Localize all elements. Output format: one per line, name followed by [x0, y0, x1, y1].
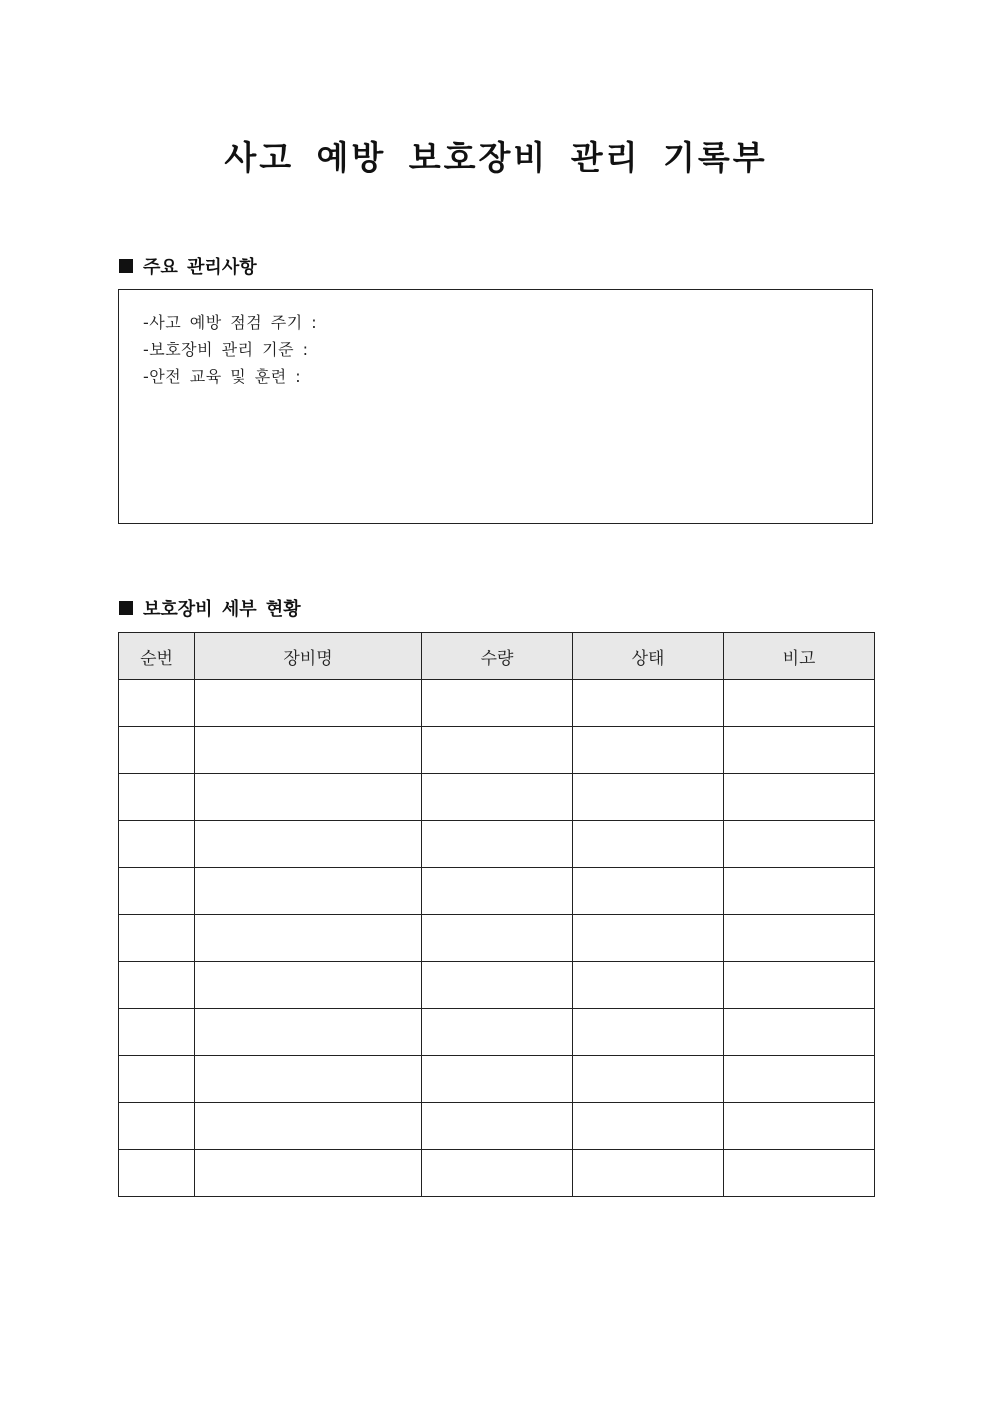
- table-cell[interactable]: [195, 727, 422, 774]
- table-cell[interactable]: [724, 774, 875, 821]
- table-cell[interactable]: [573, 1150, 724, 1197]
- table-cell[interactable]: [195, 1103, 422, 1150]
- table-cell[interactable]: [724, 821, 875, 868]
- table-cell[interactable]: [195, 1056, 422, 1103]
- table-cell[interactable]: [573, 1009, 724, 1056]
- table-row: [119, 868, 875, 915]
- table-cell[interactable]: [573, 727, 724, 774]
- table-cell[interactable]: [724, 915, 875, 962]
- section-heading-label: 보호장비 세부 현황: [143, 599, 301, 620]
- table-cell[interactable]: [422, 680, 573, 727]
- table-cell[interactable]: [724, 1056, 875, 1103]
- table-cell[interactable]: [724, 1103, 875, 1150]
- table-cell[interactable]: [195, 1009, 422, 1056]
- table-cell[interactable]: [573, 868, 724, 915]
- table-cell[interactable]: [573, 1103, 724, 1150]
- table-cell[interactable]: [422, 1103, 573, 1150]
- table-cell[interactable]: [724, 1150, 875, 1197]
- column-header-quantity: 수량: [422, 633, 573, 680]
- table-cell[interactable]: [195, 1150, 422, 1197]
- table-cell[interactable]: [573, 821, 724, 868]
- table-cell[interactable]: [724, 727, 875, 774]
- table-row: [119, 915, 875, 962]
- table-cell[interactable]: [119, 1150, 195, 1197]
- table-cell[interactable]: [195, 962, 422, 1009]
- table-cell[interactable]: [573, 962, 724, 1009]
- table-cell[interactable]: [724, 868, 875, 915]
- note-equipment-standard: -보호장비 관리 기준 :: [143, 340, 309, 359]
- equipment-table-body: [119, 680, 875, 1197]
- table-cell[interactable]: [422, 1056, 573, 1103]
- management-notes-box: [118, 289, 873, 524]
- table-cell[interactable]: [573, 774, 724, 821]
- table-row: [119, 1056, 875, 1103]
- equipment-table: [118, 632, 875, 1197]
- document-title: 사고 예방 보호장비 관리 기록부: [224, 138, 768, 177]
- table-cell[interactable]: [724, 1009, 875, 1056]
- section-heading-management: [119, 253, 257, 279]
- table-cell[interactable]: [119, 1103, 195, 1150]
- table-cell[interactable]: [119, 727, 195, 774]
- table-cell[interactable]: [195, 915, 422, 962]
- table-cell[interactable]: [422, 962, 573, 1009]
- section-heading-equipment: [119, 595, 301, 621]
- table-cell[interactable]: [573, 1056, 724, 1103]
- table-cell[interactable]: [119, 821, 195, 868]
- table-cell[interactable]: [724, 680, 875, 727]
- table-cell[interactable]: [573, 680, 724, 727]
- column-header-condition: 상태: [573, 633, 724, 680]
- table-row: [119, 727, 875, 774]
- black-square-icon: [119, 259, 133, 273]
- table-cell[interactable]: [724, 962, 875, 1009]
- table-cell[interactable]: [119, 1009, 195, 1056]
- note-safety-training: -안전 교육 및 훈련 :: [143, 367, 302, 386]
- table-cell[interactable]: [195, 680, 422, 727]
- table-row: [119, 1009, 875, 1056]
- table-cell[interactable]: [119, 915, 195, 962]
- section-heading-label: 주요 관리사항: [143, 257, 257, 278]
- table-cell[interactable]: [422, 1150, 573, 1197]
- black-square-icon: [119, 601, 133, 615]
- table-cell[interactable]: [422, 727, 573, 774]
- table-cell[interactable]: [119, 962, 195, 1009]
- table-cell[interactable]: [422, 821, 573, 868]
- table-cell[interactable]: [195, 821, 422, 868]
- table-cell[interactable]: [422, 915, 573, 962]
- table-cell[interactable]: [119, 868, 195, 915]
- note-inspection-cycle: -사고 예방 점검 주기 :: [143, 313, 318, 332]
- table-row: [119, 1150, 875, 1197]
- table-row: [119, 774, 875, 821]
- table-cell[interactable]: [195, 774, 422, 821]
- table-cell[interactable]: [422, 868, 573, 915]
- table-cell[interactable]: [422, 1009, 573, 1056]
- table-cell[interactable]: [119, 680, 195, 727]
- column-header-number: 순번: [119, 633, 195, 680]
- table-row: [119, 1103, 875, 1150]
- table-cell[interactable]: [119, 1056, 195, 1103]
- column-header-remarks: 비고: [724, 633, 875, 680]
- table-cell[interactable]: [573, 915, 724, 962]
- table-cell[interactable]: [422, 774, 573, 821]
- table-cell[interactable]: [195, 868, 422, 915]
- table-row: [119, 680, 875, 727]
- table-cell[interactable]: [119, 774, 195, 821]
- table-row: [119, 962, 875, 1009]
- table-row: [119, 821, 875, 868]
- column-header-equipment-name: 장비명: [195, 633, 422, 680]
- table-header-row: [119, 633, 875, 680]
